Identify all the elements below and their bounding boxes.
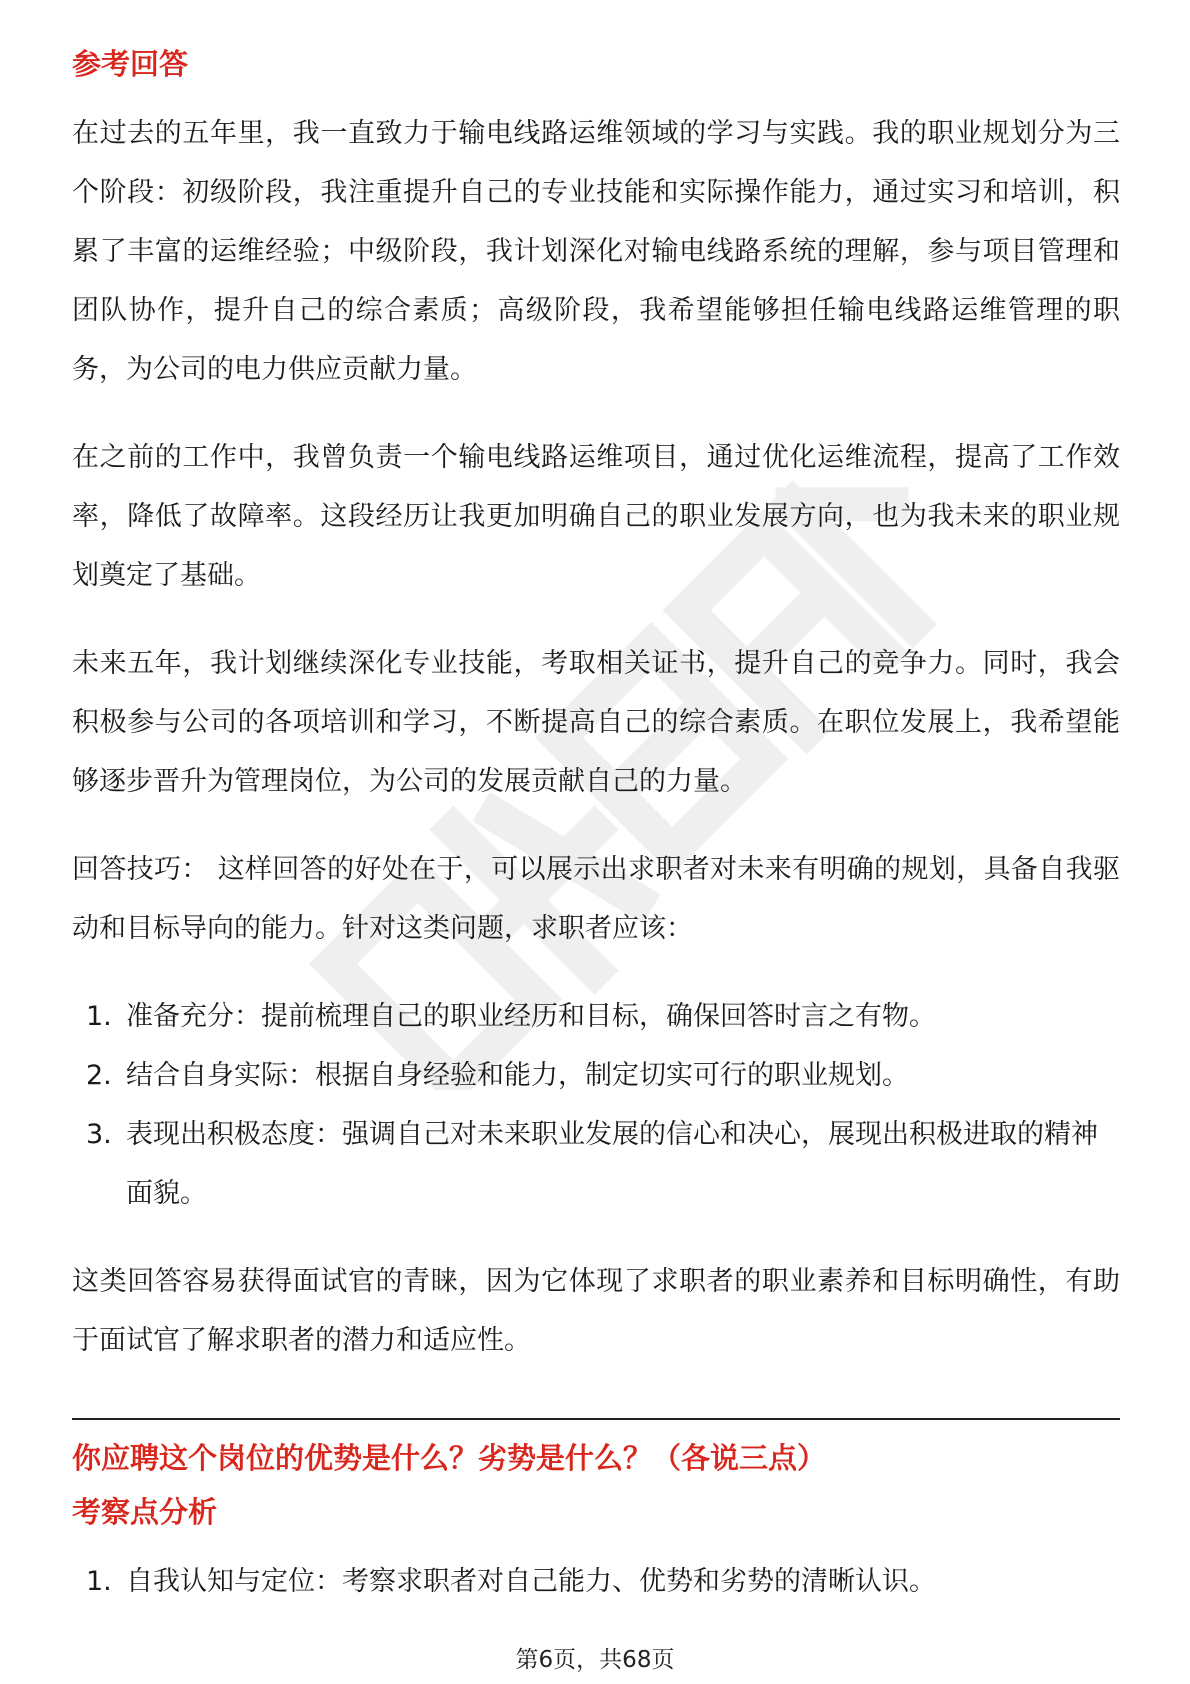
list-item-number: 1.: [86, 1001, 112, 1032]
list-item: [72, 1552, 1120, 1611]
answer-paragraph-2: 在之前的工作中，我曾负责一个输电线路运维项目，通过优化运维流程，提高了工作效率，降低了故障率。这段经历让我更加明确自己的职业发展方向，也为我未来的职业规划奠定了基础。: [72, 442, 1120, 591]
answer-tips-paragraph: 回答技巧： 这样回答的好处在于，可以展示出求职者对未来有明确的规划，具备自我驱动和目标导向的能力。针对这类问题，求职者应该：: [72, 854, 1120, 944]
analysis-list: [72, 1552, 1120, 1611]
tips-list: [72, 987, 1120, 1223]
document-content: [72, 44, 1120, 1611]
answer-paragraph-1: 在过去的五年里，我一直致力于输电线路运维领域的学习与实践。我的职业规划分为三个阶段：初级阶段，我注重提升自己的专业技能和实际操作能力，通过实习和培训，积累了丰富的运维经验；中级阶段，我计划深化对输电线路系统的理解，参与项目管理和团队协作，提升自己的综合素质；高级阶段，我希望能够担任输电线路运维管理的职务，为公司的电力供应贡献力量。: [72, 118, 1120, 385]
list-item-text: 自我认知与定位：考察求职者对自己能力、优势和劣势的清晰认识。: [126, 1566, 936, 1597]
list-item-text: 准备充分：提前梳理自己的职业经历和目标，确保回答时言之有物。: [126, 1001, 936, 1032]
list-item: [72, 1046, 1120, 1105]
closing-paragraph: 这类回答容易获得面试官的青睐，因为它体现了求职者的职业素养和目标明确性，有助于面试官了解求职者的潜力和适应性。: [72, 1266, 1120, 1356]
list-item-text: 表现出积极态度：强调自己对未来职业发展的信心和决心，展现出积极进取的精神面貌。: [126, 1119, 1098, 1209]
answer-paragraph-3: 未来五年，我计划继续深化专业技能，考取相关证书，提升自己的竞争力。同时，我会积极参与公司的各项培训和学习，不断提高自己的综合素质。在职位发展上，我希望能够逐步晋升为管理岗位，为公司的发展贡献自己的力量。: [72, 648, 1120, 797]
list-item: [72, 1105, 1120, 1223]
page-number: 第6页，共68页: [515, 1647, 675, 1673]
list-item-number: 1.: [86, 1566, 112, 1597]
question-heading: 你应聘这个岗位的优势是什么？劣势是什么？（各说三点）: [72, 1441, 827, 1475]
reference-answer-heading: 参考回答: [72, 47, 189, 81]
list-item-number: 3.: [86, 1119, 112, 1150]
list-item-number: 2.: [86, 1060, 112, 1091]
analysis-heading: 考察点分析: [72, 1495, 218, 1529]
list-item: [72, 987, 1120, 1046]
list-item-text: 结合自身实际：根据自身经验和能力，制定切实可行的职业规划。: [126, 1060, 909, 1091]
